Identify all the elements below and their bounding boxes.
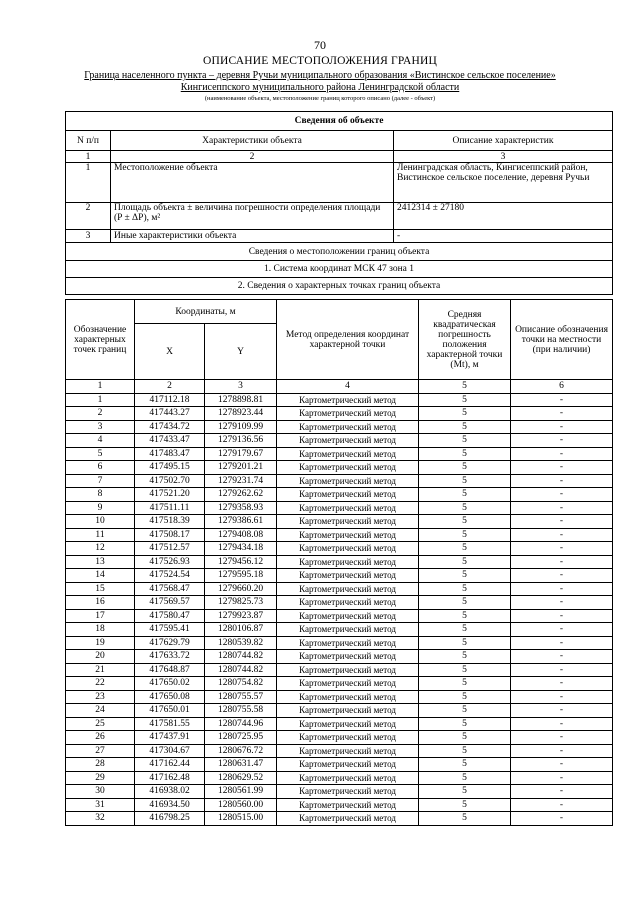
method-cell: Картометрический метод [277,785,419,799]
method-cell: Картометрический метод [277,420,419,434]
row-desc: - [394,230,613,243]
point-number: 4 [66,434,135,448]
coord-x: 417495.15 [135,461,205,475]
point-number: 23 [66,690,135,704]
index-cell: 2 [135,380,205,394]
coord-y: 1279179.67 [205,447,277,461]
table-row [66,785,613,799]
description-cell: - [511,704,613,718]
error-cell: 5 [419,488,511,502]
coord-y: 1279660.20 [205,582,277,596]
error-cell: 5 [419,771,511,785]
row-char: Площадь объекта ± величина погрешности определения площади (P ± ΔP), м² [111,203,394,230]
method-cell: Картометрический метод [277,690,419,704]
description-cell: - [511,501,613,515]
coord-y: 1280560.00 [205,798,277,812]
coord-y: 1279434.18 [205,542,277,556]
method-cell: Картометрический метод [277,542,419,556]
index-cell: 1 [66,151,111,163]
method-cell: Картометрический метод [277,488,419,502]
point-number: 32 [66,812,135,826]
coord-x: 417580.47 [135,609,205,623]
coord-x: 417581.55 [135,717,205,731]
table-row [66,582,613,596]
coord-x: 417112.18 [135,393,205,407]
coord-y: 1279408.08 [205,528,277,542]
coord-y: 1279923.87 [205,609,277,623]
col-header-desc: Описание характеристик [394,131,613,151]
description-cell: - [511,609,613,623]
error-cell: 5 [419,555,511,569]
coord-y: 1279595.18 [205,569,277,583]
description-cell: - [511,650,613,664]
error-cell: 5 [419,407,511,421]
point-number: 21 [66,663,135,677]
description-cell: - [511,420,613,434]
table-row [66,474,613,488]
error-cell: 5 [419,542,511,556]
method-cell: Картометрический метод [277,501,419,515]
table-row [66,434,613,448]
header-point-label: Обозначение характерных точек границ [66,300,135,380]
table-row [66,596,613,610]
coord-x: 417633.72 [135,650,205,664]
method-cell: Картометрический метод [277,528,419,542]
point-number: 26 [66,731,135,745]
coord-y: 1280539.82 [205,636,277,650]
error-cell: 5 [419,596,511,610]
coord-x: 417526.93 [135,555,205,569]
method-cell: Картометрический метод [277,569,419,583]
method-cell: Картометрический метод [277,636,419,650]
header-coordinates: Координаты, м [135,300,277,324]
table-row [66,731,613,745]
description-cell: - [511,434,613,448]
error-cell: 5 [419,528,511,542]
coord-x: 417629.79 [135,636,205,650]
coord-x: 417524.54 [135,569,205,583]
method-cell: Картометрический метод [277,758,419,772]
description-cell: - [511,407,613,421]
coord-x: 416798.25 [135,812,205,826]
point-number: 6 [66,461,135,475]
coord-x: 417648.87 [135,663,205,677]
coord-y: 1280755.57 [205,690,277,704]
point-number: 22 [66,677,135,691]
col-header-char: Характеристики объекта [111,131,394,151]
location-section-title: Сведения о местоположении границ объекта [66,243,613,261]
point-number: 14 [66,569,135,583]
coord-y: 1280744.82 [205,663,277,677]
index-cell: 3 [205,380,277,394]
error-cell: 5 [419,434,511,448]
error-cell: 5 [419,663,511,677]
error-cell: 5 [419,393,511,407]
coord-y: 1279456.12 [205,555,277,569]
description-cell: - [511,569,613,583]
error-cell: 5 [419,731,511,745]
coord-x: 417434.72 [135,420,205,434]
description-cell: - [511,636,613,650]
method-cell: Картометрический метод [277,393,419,407]
table-row [66,677,613,691]
method-cell: Картометрический метод [277,609,419,623]
error-cell: 5 [419,744,511,758]
description-cell: - [511,785,613,799]
table-row [66,555,613,569]
table-row [66,717,613,731]
description-cell: - [511,488,613,502]
table-row [66,461,613,475]
coord-y: 1280725.95 [205,731,277,745]
header-x: X [135,324,205,380]
coord-y: 1280106.87 [205,623,277,637]
coord-x: 417508.17 [135,528,205,542]
row-num: 3 [66,230,111,243]
index-cell: 2 [111,151,394,163]
points-table [65,299,613,826]
error-cell: 5 [419,798,511,812]
point-number: 28 [66,758,135,772]
coord-y: 1280755.58 [205,704,277,718]
error-cell: 5 [419,515,511,529]
point-number: 25 [66,717,135,731]
point-number: 5 [66,447,135,461]
method-cell: Картометрический метод [277,582,419,596]
error-cell: 5 [419,609,511,623]
table-row [66,758,613,772]
description-cell: - [511,744,613,758]
description-cell: - [511,663,613,677]
coord-y: 1279109.99 [205,420,277,434]
table-row [66,798,613,812]
points-body [66,393,613,825]
table-row [66,420,613,434]
table-row [66,771,613,785]
point-number: 17 [66,609,135,623]
coord-x: 417502.70 [135,474,205,488]
error-cell: 5 [419,785,511,799]
method-cell: Картометрический метод [277,515,419,529]
coord-y: 1279358.93 [205,501,277,515]
description-cell: - [511,731,613,745]
row-desc: 2412314 ± 27180 [394,203,613,230]
row-num: 2 [66,203,111,230]
method-cell: Картометрический метод [277,717,419,731]
table-row [66,663,613,677]
point-number: 9 [66,501,135,515]
coord-x: 416938.02 [135,785,205,799]
index-cell: 6 [511,380,613,394]
table-row [66,515,613,529]
coord-y: 1279136.56 [205,434,277,448]
row-char: Местоположение объекта [111,163,394,203]
row-desc: Ленинградская область, Кингисеппский район, Вистинское сельское поселение, деревня Ручьи [394,163,613,203]
description-cell: - [511,461,613,475]
subtitle-line-2: Кингисеппского муниципального района Ленинградской области [180,82,460,93]
coord-x: 417437.91 [135,731,205,745]
coord-y: 1279231.74 [205,474,277,488]
error-cell: 5 [419,501,511,515]
method-cell: Картометрический метод [277,650,419,664]
coord-y: 1280631.47 [205,758,277,772]
coord-x: 417433.47 [135,434,205,448]
method-cell: Картометрический метод [277,407,419,421]
document-title: ОПИСАНИЕ МЕСТОПОЛОЖЕНИЯ ГРАНИЦ [202,55,438,67]
description-cell: - [511,393,613,407]
method-cell: Картометрический метод [277,663,419,677]
description-cell: - [511,771,613,785]
error-cell: 5 [419,447,511,461]
point-number: 16 [66,596,135,610]
point-number: 24 [66,704,135,718]
error-cell: 5 [419,677,511,691]
coord-x: 417512.57 [135,542,205,556]
table-row [66,650,613,664]
error-cell: 5 [419,758,511,772]
description-cell: - [511,542,613,556]
table-row [66,569,613,583]
coord-y: 1278923.44 [205,407,277,421]
coord-x: 417304.67 [135,744,205,758]
index-cell: 3 [394,151,613,163]
error-cell: 5 [419,474,511,488]
table-row [66,623,613,637]
table-row [66,501,613,515]
col-header-num: N п/п [66,131,111,151]
table-row [66,812,613,826]
coord-x: 417595.41 [135,623,205,637]
method-cell: Картометрический метод [277,596,419,610]
error-cell: 5 [419,812,511,826]
point-number: 18 [66,623,135,637]
header-method: Метод определения координат характерной точки [277,300,419,380]
table-row [66,609,613,623]
error-cell: 5 [419,420,511,434]
object-section-title: Сведения об объекте [66,112,613,131]
coord-x: 417483.47 [135,447,205,461]
subtitle-line-1: Граница населенного пункта – деревня Ручьи муниципального образования «Вистинское сельское поселение» [84,70,556,81]
header-error: Средняя квадратическая погрешность положения характерной точки (Mt), м [419,300,511,380]
point-number: 12 [66,542,135,556]
error-cell: 5 [419,582,511,596]
coord-x: 417162.44 [135,758,205,772]
point-number: 3 [66,420,135,434]
coord-x: 417511.11 [135,501,205,515]
coord-x: 417521.20 [135,488,205,502]
coord-x: 417650.08 [135,690,205,704]
method-cell: Картометрический метод [277,731,419,745]
coord-x: 417650.02 [135,677,205,691]
index-cell: 1 [66,380,135,394]
row-char: Иные характеристики объекта [111,230,394,243]
method-cell: Картометрический метод [277,677,419,691]
point-number: 1 [66,393,135,407]
coordinate-system: 1. Система координат МСК 47 зона 1 [66,261,613,278]
description-cell: - [511,623,613,637]
row-num: 1 [66,163,111,203]
point-number: 15 [66,582,135,596]
table-row [66,528,613,542]
error-cell: 5 [419,650,511,664]
description-cell: - [511,582,613,596]
coord-y: 1280676.72 [205,744,277,758]
point-number: 7 [66,474,135,488]
method-cell: Картометрический метод [277,461,419,475]
method-cell: Картометрический метод [277,798,419,812]
coord-y: 1279825.73 [205,596,277,610]
error-cell: 5 [419,704,511,718]
method-cell: Картометрический метод [277,555,419,569]
coord-x: 417650.01 [135,704,205,718]
coord-x: 417443.27 [135,407,205,421]
point-number: 10 [66,515,135,529]
table-row [66,744,613,758]
coord-x: 416934.50 [135,798,205,812]
point-number: 11 [66,528,135,542]
point-number: 31 [66,798,135,812]
description-cell: - [511,758,613,772]
description-cell: - [511,812,613,826]
point-number: 19 [66,636,135,650]
table-row [66,393,613,407]
description-cell: - [511,515,613,529]
point-number: 27 [66,744,135,758]
method-cell: Картометрический метод [277,474,419,488]
point-number: 20 [66,650,135,664]
point-number: 29 [66,771,135,785]
header-description: Описание обозначения точки на местности (при наличии) [511,300,613,380]
coord-y: 1280754.82 [205,677,277,691]
coord-x: 417162.48 [135,771,205,785]
error-cell: 5 [419,623,511,637]
coord-y: 1280744.82 [205,650,277,664]
description-cell: - [511,690,613,704]
method-cell: Картометрический метод [277,447,419,461]
coord-y: 1280629.52 [205,771,277,785]
point-number: 2 [66,407,135,421]
coord-y: 1280515.00 [205,812,277,826]
coord-x: 417568.47 [135,582,205,596]
points-section-title: 2. Сведения о характерных точках границ объекта [66,278,613,295]
table-row [66,407,613,421]
coord-y: 1280744.96 [205,717,277,731]
table-row [66,704,613,718]
coord-y: 1279201.21 [205,461,277,475]
subtitle-note: (наименование объекта, местоположение границ которого описано (далее - объект) [204,95,436,102]
description-cell: - [511,447,613,461]
error-cell: 5 [419,636,511,650]
coord-x: 417518.39 [135,515,205,529]
coord-y: 1279386.61 [205,515,277,529]
description-cell: - [511,596,613,610]
header-y: Y [205,324,277,380]
method-cell: Картометрический метод [277,812,419,826]
coord-y: 1278898.81 [205,393,277,407]
page-number: 70 [314,38,326,52]
description-cell: - [511,677,613,691]
method-cell: Картометрический метод [277,771,419,785]
method-cell: Картометрический метод [277,704,419,718]
table-row [66,447,613,461]
description-cell: - [511,528,613,542]
error-cell: 5 [419,717,511,731]
method-cell: Картометрический метод [277,434,419,448]
point-number: 30 [66,785,135,799]
description-cell: - [511,798,613,812]
description-cell: - [511,555,613,569]
error-cell: 5 [419,690,511,704]
point-number: 8 [66,488,135,502]
method-cell: Картометрический метод [277,623,419,637]
table-row [66,542,613,556]
point-number: 13 [66,555,135,569]
error-cell: 5 [419,461,511,475]
table-row [66,488,613,502]
description-cell: - [511,717,613,731]
coord-y: 1280561.99 [205,785,277,799]
method-cell: Картометрический метод [277,744,419,758]
index-cell: 5 [419,380,511,394]
coord-x: 417569.57 [135,596,205,610]
index-cell: 4 [277,380,419,394]
table-row [66,636,613,650]
description-cell: - [511,474,613,488]
table-row [66,690,613,704]
coord-y: 1279262.62 [205,488,277,502]
object-info-table [65,111,613,295]
error-cell: 5 [419,569,511,583]
